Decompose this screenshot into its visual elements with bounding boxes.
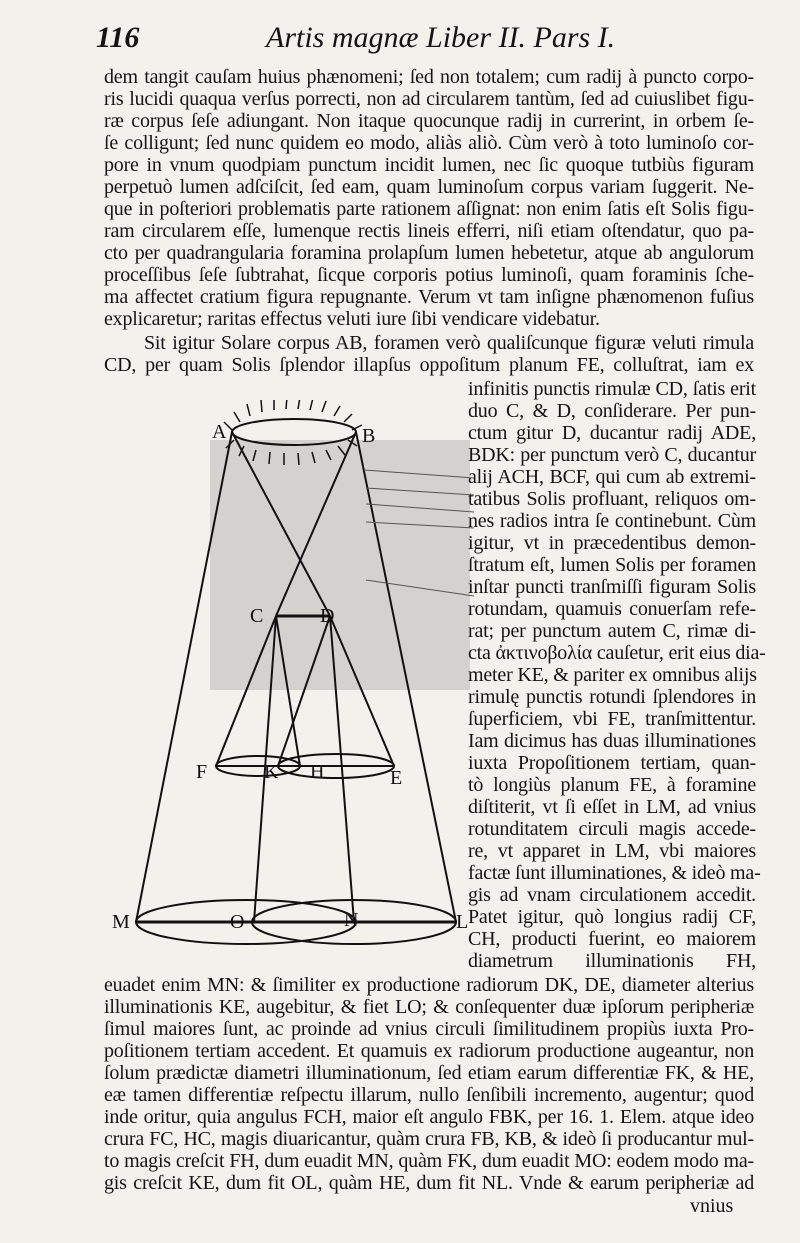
text-line: ram circularem eſſe, lumenque rectis lineis efferri, niſi etiam oſtendatur, quo pa- <box>104 220 754 242</box>
text-line: euadet enim MN: & ſimiliter ex productione radiorum DK, DE, diameter alterius <box>104 974 754 996</box>
text-line: rotundam, quamuis conuerſam refe- <box>468 598 756 620</box>
text-line: nes radios intra ſe continebunt. Cùm <box>468 510 756 532</box>
label-n: N <box>344 909 359 931</box>
page-header <box>96 18 756 62</box>
text-line: inde oritur, quia angulus FCH, maior eſt angulo FBK, per 16. 1. Elem. atque ideo <box>104 1106 754 1128</box>
text-line: ſuperficiem, vbi FE, tranſmittentur. <box>468 708 756 730</box>
text-line: Patet igitur, quò longius radij CF, <box>468 906 756 928</box>
ray-d-k <box>278 616 330 766</box>
label-o: O <box>230 911 245 933</box>
text-line: que in poſteriori problematis parte rationem aſſignat: non enim ſatis eſt Solis figu- <box>104 198 754 220</box>
page-number: 116 <box>96 21 140 54</box>
text-line: infinitis punctis rimulæ CD, ſatis erit <box>468 378 756 400</box>
label-k: K <box>264 761 279 783</box>
text-line: duo C, & D, conſiderare. Per pun- <box>468 400 756 422</box>
text-line: gis creſcit KE, dum fit OL, quàm HE, dum fit NL. Vnde & earum peripheriæ ad <box>104 1172 754 1194</box>
running-title: Artis magnæ Liber II. Pars I. <box>266 21 616 54</box>
text-line: rat; per punctum autem C, rimæ di- <box>468 620 756 642</box>
text-line: poſitionem tertiam accedent. Et quamuis ex radiorum productione augeantur, non <box>104 1040 754 1062</box>
text-line: ma affectet cratium figura repugnante. Verum vt tam inſigne phænomenon fuſius <box>104 286 754 308</box>
label-l: L <box>456 911 469 933</box>
text-line: ſimul maiores ſunt, ac proinde ad vnius circuli ſimilitudinem propiùs iuxta Pro- <box>104 1018 754 1040</box>
text-line: diſtiterit, vt ſi eſſet in LM, ad vnius <box>468 796 756 818</box>
text-line: crura FC, HC, magis diuaricantur, quàm crura FB, KB, & ideò ſi producantur mul- <box>104 1128 754 1150</box>
text-line: proceſſibus ſeſe ſubtrahat, ſicque corporis potius luminoſi, quam foraminis ſche- <box>104 264 754 286</box>
shadow-lines <box>364 470 474 596</box>
text-line: ſe colligunt; ſed nunc quidem eo modo, aliàs aliò. Cùm verò à toto luminoſo cor- <box>104 132 754 154</box>
ray-c-h <box>276 616 300 766</box>
sun-ellipse <box>232 419 356 445</box>
text-line: Sit igitur Solare corpus AB, foramen verò qualiſcunque figuræ veluti rimula <box>144 332 754 354</box>
label-c: C <box>250 605 264 627</box>
text-line: ſtratum eſt, lumen Solis per foramen <box>468 554 756 576</box>
ray-b-l <box>356 432 456 922</box>
label-h: H <box>310 761 325 783</box>
text-line: ræ corpus ſeſe adiungant. Non itaque quocunque radij in currerint, in orbem ſe- <box>104 110 754 132</box>
text-line: perpetuò lumen adſciſcit, ſed eam, quam luminoſum corpus variam ſuggerit. Ne- <box>104 176 754 198</box>
text-line: cto per quadrangularia foramina prolapſum lumen hebetetur, atque ab angulorum <box>104 242 754 264</box>
text-line: dem tangit cauſam huius phænomeni; ſed non totalem; cum radij à puncto corpo- <box>104 66 754 88</box>
label-b: B <box>362 425 376 447</box>
text-line: iuxta Propoſitionem tertiam, quan- <box>468 752 756 774</box>
text-line: to magis creſcit FH, dum euadit MN, quàm FK, dum euadit MO: eodem modo ma- <box>104 1150 754 1172</box>
text-line: re, vt apparet in LM, vbi maiores <box>468 840 756 862</box>
text-line: ctum gitur D, ducantur radij ADE, <box>468 422 756 444</box>
ray-a-m <box>136 432 232 922</box>
text-line: explicaretur; raritas effectus veluti iure ſibi vendicare videbatur. <box>104 308 600 330</box>
text-line: ris lucidi quaqua verſus porrecti, non ad circularem tantùm, ſed ad cuiuslibet figu- <box>104 88 754 110</box>
text-line: eæ tamen differentiæ reſpectu illarum, nullo ſenſibili incremento, augentur; quod <box>104 1084 754 1106</box>
text-line: diametrum illuminationis FH, <box>468 950 756 972</box>
text-line: alij ACH, BCF, qui cum ab extremi- <box>468 466 756 488</box>
label-d: D <box>320 605 335 627</box>
text-line: illuminationis KE, augebitur, & fiet LO; & conſequenter duæ ipſorum peripheriæ <box>104 996 754 1018</box>
text-line: gis ad vnam circulationem accedit. <box>468 884 756 906</box>
text-line: inſtar puncti tranſmiſſi figuram Solis <box>468 576 756 598</box>
text-line: meter KE, & pariter ex omnibus alijs <box>468 664 757 686</box>
label-a: A <box>212 421 227 443</box>
text-line: BDK: per punctum verò C, ducantur <box>468 444 756 466</box>
text-line: igitur, vt in præcedentibus demon- <box>468 532 756 554</box>
text-line: tatibus Solis profluant, reliquos om- <box>468 488 756 510</box>
catchword: vnius <box>690 1195 734 1217</box>
text-line: CD, per quam Solis ſplendor illapſus oppoſitum planum FE, colluſtrat, iam ex <box>104 354 754 376</box>
text-line: CH, producti fuerint, eo maiorem <box>468 928 756 950</box>
text-line: cta ἀκτινοβολία cauſetur, erit eius dia- <box>468 642 766 664</box>
label-m: M <box>112 911 130 933</box>
text-line: tò longiùs planum FE, à foramine <box>468 774 756 796</box>
text-line: pore in vnum quodpiam punctum incidit lumen, nec ſic quoque tutbiùs figuram <box>104 154 754 176</box>
label-f: F <box>196 761 208 783</box>
text-line: ſolum prædictæ diametri illuminationum, ſed etiam earum differentiæ FK, & HE, <box>104 1062 754 1084</box>
text-line: rotunditatem circuli magis accede- <box>468 818 756 840</box>
text-line: factæ ſunt illuminationes, & ideò ma- <box>468 862 761 884</box>
label-e: E <box>390 767 403 789</box>
text-line: rimulę punctis rotundi ſplendores in <box>468 686 756 708</box>
text-line: Iam dicimus has duas illuminationes <box>468 730 756 752</box>
optics-diagram <box>104 400 474 960</box>
